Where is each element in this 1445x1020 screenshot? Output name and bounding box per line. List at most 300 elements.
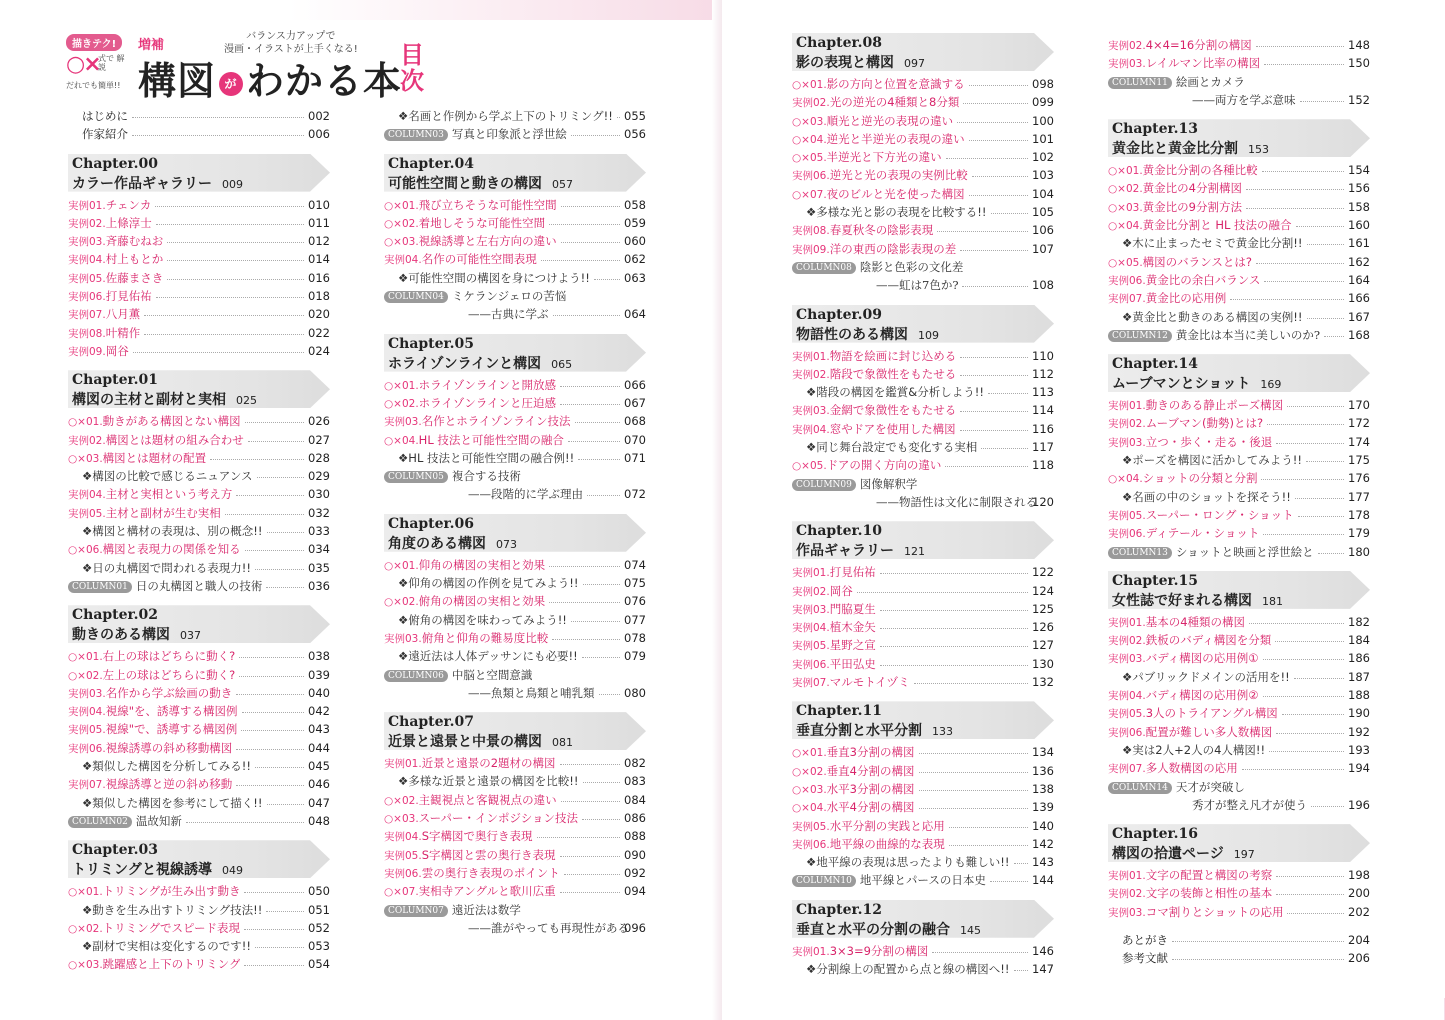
chapter-header [68, 605, 330, 643]
entry-note: ❖黄金比と動きのある構図の実例!! [1122, 309, 1303, 324]
entry-prefix: ○×05. [792, 152, 827, 165]
toc-entry[interactable] [792, 438, 1054, 456]
entry-page: 116 [1032, 421, 1054, 436]
toc-entry[interactable] [68, 684, 330, 702]
entry-prefix: 実例07. [68, 309, 106, 322]
toc-entry[interactable] [384, 287, 646, 305]
entry-page: 042 [308, 704, 330, 719]
entry-label [1122, 308, 1303, 326]
toc-entry[interactable] [792, 347, 1054, 365]
entry-prefix: 実例01. [792, 945, 830, 958]
leader-dots [1287, 913, 1344, 914]
leader-dots [242, 712, 304, 713]
toc-entry[interactable] [384, 864, 646, 882]
toc-entry[interactable] [384, 449, 646, 467]
toc-entry[interactable] [1108, 433, 1370, 451]
toc-entry[interactable] [792, 673, 1054, 691]
toc-entry[interactable] [384, 772, 646, 790]
chapter-title-text: トリミングと視線誘導 [72, 862, 212, 879]
toc-entry[interactable] [1108, 741, 1370, 759]
toc-entry[interactable] [1108, 451, 1370, 469]
toc-entry[interactable] [1108, 161, 1370, 179]
toc-entry[interactable] [1108, 396, 1370, 414]
toc-entry[interactable] [68, 794, 330, 812]
entry-label [792, 780, 915, 799]
entry-prefix: ○×07. [792, 188, 827, 201]
toc-entry[interactable] [792, 942, 1054, 960]
toc-entry[interactable] [68, 901, 330, 919]
entry-prefix: ○×01. [792, 747, 827, 760]
toc-entry[interactable] [792, 383, 1054, 401]
toc-entry[interactable] [68, 412, 330, 430]
column-title: 黄金比は本当に美しいのか? [1175, 327, 1321, 342]
entry-prefix: 実例07. [68, 779, 106, 792]
leader-dots [1014, 970, 1028, 971]
left-page [0, 0, 722, 1020]
toc-entry[interactable] [68, 504, 330, 522]
entry-title: 動きのある静止ポーズ構図 [1145, 398, 1284, 413]
toc-entry[interactable] [792, 365, 1054, 383]
entry-page: 100 [1032, 113, 1054, 128]
toc-entry[interactable] [792, 203, 1054, 221]
column-title: 図像解釈学 [859, 476, 918, 491]
toc-entry[interactable] [384, 269, 646, 287]
chapter-title [1112, 138, 1269, 158]
toc-entry[interactable] [792, 401, 1054, 419]
toc-entry[interactable] [1108, 866, 1370, 884]
chapter-page: 057 [552, 177, 573, 191]
toc-entry[interactable] [68, 919, 330, 937]
toc-entry[interactable] [68, 324, 330, 342]
toc-entry[interactable] [384, 684, 646, 702]
leader-dots [132, 135, 304, 136]
entry-title: 上條淳士 [105, 215, 152, 230]
toc-entry[interactable] [1108, 216, 1370, 234]
leader-dots [1264, 64, 1344, 65]
chapter-number: Chapter.11 [796, 703, 883, 720]
entry-page: 118 [1032, 458, 1054, 473]
toc-entry[interactable] [1108, 631, 1370, 649]
toc-entry[interactable] [792, 112, 1054, 130]
leader-dots [962, 286, 1028, 287]
toc-entry[interactable] [1108, 179, 1370, 197]
toc-entry[interactable] [792, 276, 1054, 294]
toc-entry[interactable] [792, 75, 1054, 93]
entry-note: ❖遠近法は人体デッサンにも必要!! [398, 649, 578, 664]
leader-dots [969, 140, 1028, 141]
leader-dots [244, 965, 304, 966]
chapter-page: 073 [496, 537, 517, 551]
entry-page: 020 [308, 307, 330, 322]
leader-dots [133, 352, 304, 353]
toc-entry[interactable] [1108, 931, 1370, 949]
column-subtitle: ——物語性は文化に制限される [876, 494, 1037, 509]
entry-label [792, 618, 876, 637]
toc-entry[interactable] [384, 485, 646, 503]
leader-dots [245, 422, 304, 423]
toc-entry[interactable] [1108, 686, 1370, 704]
entry-label [1108, 54, 1260, 73]
chapter-title [1112, 843, 1255, 863]
toc-entry[interactable] [1108, 949, 1370, 967]
toc-entry[interactable] [1108, 506, 1370, 524]
toc-entry[interactable] [1108, 54, 1370, 72]
toc-entry[interactable] [384, 666, 646, 684]
entry-prefix: 実例02. [792, 585, 830, 598]
entry-prefix: 実例06. [792, 170, 830, 183]
entry-prefix: 実例09. [792, 243, 830, 256]
entry-page: 071 [624, 450, 646, 465]
toc-entry[interactable] [792, 475, 1054, 493]
entry-title: 着地しそうな可能性空間 [418, 215, 546, 230]
entry-label [384, 412, 571, 431]
toc-entry[interactable] [384, 232, 646, 250]
toc-entry[interactable] [792, 600, 1054, 618]
entry-page: 072 [624, 487, 646, 502]
entry-title: 植木金矢 [829, 620, 876, 635]
column-badge: COLUMN06 [384, 670, 448, 682]
toc-entry[interactable] [384, 305, 646, 323]
entry-page: 120 [1032, 494, 1054, 509]
toc-entry[interactable] [1108, 613, 1370, 631]
leader-dots [1318, 553, 1344, 554]
entry-title: バディ構図の応用例② [1145, 688, 1259, 703]
toc-entry[interactable] [792, 743, 1054, 761]
entry-label [792, 942, 928, 961]
toc-entry[interactable] [384, 629, 646, 647]
entry-page: 026 [308, 414, 330, 429]
entry-label [82, 937, 251, 955]
entry-label [792, 347, 956, 366]
toc-entry[interactable] [792, 960, 1054, 978]
entry-title: 黄金比の9分割方法 [1142, 199, 1242, 214]
leader-dots [582, 657, 620, 658]
toc-entry[interactable] [1108, 488, 1370, 506]
entry-page: 176 [1348, 471, 1370, 486]
chapter-number: Chapter.07 [388, 714, 475, 731]
chapter-header [1108, 119, 1370, 157]
entry-page: 126 [1032, 620, 1054, 635]
leader-dots [1294, 678, 1344, 679]
toc-entry[interactable] [384, 556, 646, 574]
entry-label [398, 107, 613, 125]
entry-page: 034 [308, 542, 330, 557]
toc-entry[interactable] [68, 955, 330, 973]
entry-title: 作家紹介 [82, 127, 128, 142]
entry-page: 174 [1348, 434, 1370, 449]
entry-page: 090 [624, 847, 646, 862]
toc-entry[interactable] [792, 166, 1054, 184]
toc-entry[interactable] [68, 214, 330, 232]
toc-entry[interactable] [1108, 91, 1370, 109]
toc-entry[interactable] [792, 221, 1054, 239]
leader-dots [156, 224, 304, 225]
entry-page: 170 [1348, 398, 1370, 413]
toc-entry[interactable] [384, 611, 646, 629]
toc-entry[interactable] [68, 702, 330, 720]
entry-label [68, 955, 240, 974]
toc-entry[interactable] [792, 582, 1054, 600]
entry-note: ❖構図と構材の表現は、別の概念!! [82, 524, 263, 539]
toc-entry[interactable] [1108, 289, 1370, 307]
chapter-number: Chapter.12 [796, 901, 883, 918]
entry-page: 075 [624, 576, 646, 591]
entry-prefix: 実例03. [1108, 436, 1146, 449]
right-page [722, 0, 1445, 1020]
toc-entry[interactable] [68, 431, 330, 449]
toc-entry[interactable] [1108, 469, 1370, 487]
toc-entry[interactable] [68, 720, 330, 738]
leader-dots [949, 827, 1028, 828]
toc-entry[interactable] [792, 618, 1054, 636]
toc-entry[interactable] [1108, 253, 1370, 271]
toc-entry[interactable] [792, 636, 1054, 654]
toc-entry[interactable] [1108, 759, 1370, 777]
toc-entry[interactable] [68, 485, 330, 503]
leader-dots [960, 430, 1028, 431]
entry-prefix: 実例01. [792, 350, 830, 363]
toc-entry[interactable] [68, 287, 330, 305]
toc-entry[interactable] [68, 812, 330, 830]
entry-prefix: 実例04. [1108, 690, 1146, 703]
entry-prefix: 実例03. [1108, 58, 1146, 71]
leader-dots [561, 801, 620, 802]
entry-page: 033 [308, 524, 330, 539]
entry-prefix: 実例07. [1108, 763, 1146, 776]
entry-label [1108, 161, 1258, 180]
entry-title: 視線誘導の斜め移動構図 [105, 740, 233, 755]
entry-title: 雲の奥行き表現のポイント [421, 865, 560, 880]
entry-title: 主材と実相という考え方 [105, 487, 233, 502]
chapter-page: 133 [932, 725, 953, 739]
book-title [138, 50, 402, 105]
entry-label [792, 835, 945, 854]
column-title: 日の丸構図と職人の技術 [135, 578, 263, 593]
toc-column-2 [384, 107, 646, 937]
leader-dots [560, 856, 620, 857]
entry-prefix: 実例07. [1108, 293, 1146, 306]
toc-entry[interactable] [68, 342, 330, 360]
kaki-teku-badge: 描きテク! [66, 34, 122, 51]
toc-entry[interactable] [68, 449, 330, 467]
entry-label [1108, 216, 1292, 235]
toc-entry[interactable] [1108, 723, 1370, 741]
toc-entry[interactable] [1108, 414, 1370, 432]
toc-entry[interactable] [68, 739, 330, 757]
toc-entry[interactable] [1108, 778, 1370, 796]
toc-entry[interactable] [1108, 903, 1370, 921]
toc-entry[interactable] [792, 798, 1054, 816]
toc-entry[interactable] [1108, 543, 1370, 561]
toc-entry[interactable] [1108, 36, 1370, 54]
column-badge: COLUMN05 [384, 471, 448, 483]
toc-entry[interactable] [68, 269, 330, 287]
entry-title: ドアの開く方向の違い [826, 458, 942, 473]
leader-dots [1276, 733, 1344, 734]
toc-entry[interactable] [68, 647, 330, 665]
column-subtitle: ——虹は7色か? [876, 278, 959, 293]
toc-entry[interactable] [68, 540, 330, 558]
entry-note: ❖類似した構図を分析してみる!! [82, 759, 252, 774]
toc-entry[interactable] [1108, 198, 1370, 216]
toc-entry[interactable] [792, 563, 1054, 581]
leader-dots [988, 393, 1028, 394]
toc-entry[interactable] [1108, 326, 1370, 344]
toc-entry[interactable] [1108, 234, 1370, 252]
toc-entry[interactable] [68, 666, 330, 684]
toc-entry[interactable] [68, 757, 330, 775]
toc-entry[interactable] [384, 376, 646, 394]
toc-entry[interactable] [384, 431, 646, 449]
entry-label [1108, 36, 1252, 55]
entry-prefix: 実例03. [384, 416, 422, 429]
entry-label [68, 232, 163, 251]
chapter-title-text: 影の表現と構図 [796, 55, 894, 71]
toc-entry[interactable] [68, 522, 330, 540]
toc-entry[interactable] [384, 250, 646, 268]
toc-entry[interactable] [792, 93, 1054, 111]
toc-entry[interactable] [792, 780, 1054, 798]
toc-entry[interactable] [384, 467, 646, 485]
leader-dots [564, 874, 620, 875]
toc-entry[interactable] [1108, 271, 1370, 289]
toc-entry[interactable] [384, 125, 646, 143]
entry-title: 配置が難しい多人数構図 [1145, 724, 1273, 739]
entry-page: 040 [308, 685, 330, 700]
toc-entry[interactable] [792, 853, 1054, 871]
toc-entry[interactable] [68, 107, 330, 125]
leader-dots [561, 242, 620, 243]
section-gap [68, 830, 330, 840]
toc-entry[interactable] [1108, 704, 1370, 722]
entry-title: 夜のビルと光を使った構図 [826, 186, 965, 201]
toc-entry[interactable] [1108, 668, 1370, 686]
toc-entry[interactable] [792, 130, 1054, 148]
entry-prefix: 実例06. [792, 658, 830, 671]
toc-entry[interactable] [1108, 649, 1370, 667]
entry-page: 082 [624, 756, 646, 771]
toc-entry[interactable] [792, 148, 1054, 166]
chapter-title [388, 533, 517, 553]
entry-prefix: ○×02. [1108, 183, 1143, 196]
entry-page: 080 [624, 685, 646, 700]
toc-entry[interactable] [384, 846, 646, 864]
toc-entry[interactable] [384, 901, 646, 919]
entry-prefix: ○×04. [384, 434, 419, 447]
toc-entry[interactable] [1108, 796, 1370, 814]
toc-entry[interactable] [384, 791, 646, 809]
entry-title: 影の方向と位置を意識する [826, 77, 965, 91]
toc-entry[interactable] [68, 196, 330, 214]
toc-entry[interactable] [384, 394, 646, 412]
toc-entry[interactable] [792, 420, 1054, 438]
entry-page: 092 [624, 865, 646, 880]
toc-entry[interactable] [384, 107, 646, 125]
entry-label [468, 919, 629, 937]
toc-entry[interactable] [68, 775, 330, 793]
toc-entry[interactable] [792, 258, 1054, 276]
toc-entry[interactable] [384, 827, 646, 845]
toc-entry[interactable] [384, 574, 646, 592]
chapter-page: 145 [960, 923, 981, 937]
toc-entry[interactable] [384, 754, 646, 772]
leader-dots [225, 514, 304, 515]
entry-prefix: 実例03. [68, 236, 106, 249]
entry-page: 051 [308, 902, 330, 917]
entry-label [384, 287, 566, 305]
entry-label [384, 214, 545, 233]
toc-entry[interactable] [792, 817, 1054, 835]
toc-entry[interactable] [1108, 884, 1370, 902]
leader-dots [599, 694, 620, 695]
toc-entry[interactable] [68, 937, 330, 955]
entry-label [806, 853, 1010, 871]
toc-entry[interactable] [792, 456, 1054, 474]
toc-entry[interactable] [384, 412, 646, 430]
entry-label [1122, 741, 1265, 759]
entry-page: 193 [1348, 742, 1370, 757]
toc-entry[interactable] [792, 240, 1054, 258]
entry-prefix: ○×03. [384, 813, 419, 826]
entry-label [398, 772, 579, 790]
column-badge: COLUMN11 [1108, 77, 1172, 89]
entry-note: ❖仰角の構図の作例を見てみよう!! [398, 576, 579, 591]
toc-entry[interactable] [68, 305, 330, 323]
toc-entry[interactable] [384, 214, 646, 232]
toc-entry[interactable] [792, 655, 1054, 673]
entry-title: コマ割りとショットの応用 [1145, 904, 1284, 919]
toc-entry[interactable] [384, 592, 646, 610]
leader-dots [167, 242, 304, 243]
toc-entry[interactable] [384, 882, 646, 900]
toc-entry[interactable] [68, 250, 330, 268]
entry-label [68, 775, 232, 794]
toc-entry[interactable] [1108, 524, 1370, 542]
leader-dots [560, 892, 620, 893]
toc-entry[interactable] [384, 919, 646, 937]
entry-page: 140 [1032, 818, 1054, 833]
toc-entry[interactable] [68, 577, 330, 595]
toc-entry[interactable] [1108, 73, 1370, 91]
toc-entry[interactable] [384, 647, 646, 665]
toc-entry[interactable] [68, 125, 330, 143]
toc-entry[interactable] [792, 493, 1054, 511]
toc-entry[interactable] [792, 185, 1054, 203]
entry-label [1108, 179, 1242, 198]
toc-entry[interactable] [68, 232, 330, 250]
entry-prefix: 実例05. [1108, 708, 1146, 721]
entry-label [68, 577, 262, 595]
entry-title: 視線"で、誘導する構図例 [105, 722, 238, 737]
toc-entry[interactable] [792, 835, 1054, 853]
toc-entry[interactable] [384, 809, 646, 827]
toc-entry[interactable] [792, 762, 1054, 780]
entry-prefix: ○×04. [792, 802, 827, 815]
entry-page: 194 [1348, 761, 1370, 776]
toc-entry[interactable] [384, 196, 646, 214]
toc-entry[interactable] [68, 467, 330, 485]
chapter-number: Chapter.09 [796, 306, 883, 323]
toc-entry[interactable] [792, 871, 1054, 889]
entry-label [1108, 73, 1245, 91]
entry-prefix: 実例02. [1108, 418, 1146, 431]
toc-entry[interactable] [68, 882, 330, 900]
leader-dots [541, 260, 620, 261]
toc-entry[interactable] [68, 559, 330, 577]
toc-entry[interactable] [1108, 308, 1370, 326]
column-badge: COLUMN02 [68, 816, 132, 828]
entry-label [792, 240, 956, 259]
